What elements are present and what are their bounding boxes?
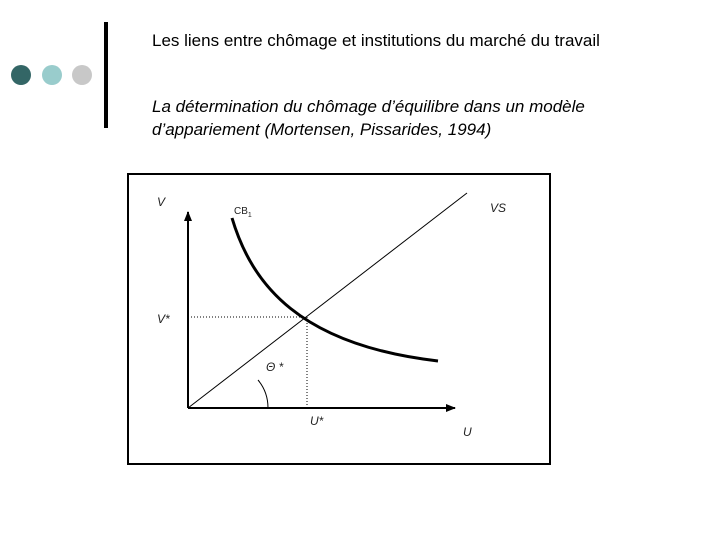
- cb-label-subscript: 1: [247, 212, 252, 219]
- v-star-label: V*: [157, 312, 170, 326]
- u-axis-label: U: [463, 425, 472, 439]
- cb-label-main: CB: [234, 206, 248, 217]
- slide-subtitle: La détermination du chômage d’équilibre dans un modèle d’appariement (Mortensen, Pissarides, 1994): [152, 97, 585, 139]
- vs-label: VS: [490, 201, 507, 215]
- u-star-label: U*: [310, 414, 324, 428]
- diagram-frame: [128, 174, 550, 464]
- theta-star-label: Θ *: [266, 360, 284, 374]
- cb-label: [234, 206, 252, 219]
- theta-arc: [258, 380, 268, 408]
- slide-title: Les liens entre chômage et institutions du marché du travail: [152, 31, 600, 50]
- vs-line: [188, 193, 467, 408]
- v-axis-label: V: [157, 195, 166, 209]
